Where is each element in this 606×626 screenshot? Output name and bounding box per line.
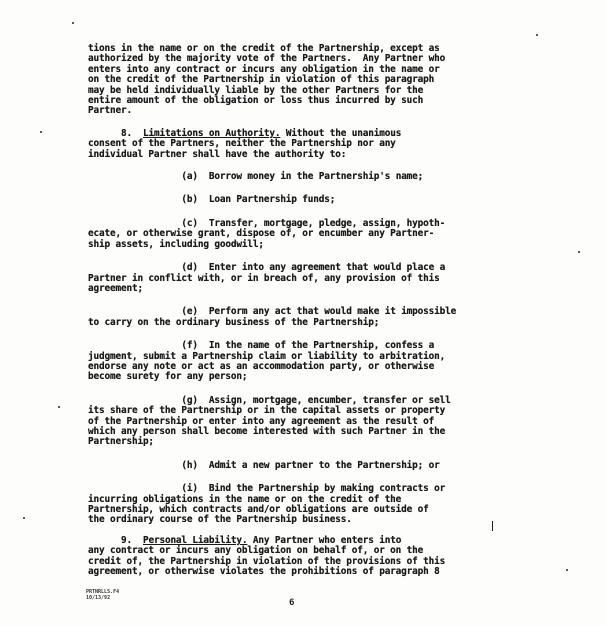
limitation-item-text: Perform any act that would make it impossible (208, 306, 457, 318)
scan-speck (40, 131, 42, 133)
limitation-item-line: incurring obligations in the name or on the credit of the (88, 493, 402, 505)
section-8-intro-line: individual Partner shall have the authority to: (88, 148, 347, 160)
limitation-item-first-line (88, 461, 514, 471)
section-8-intro (88, 139, 514, 160)
limitation-item-marker: (b) (181, 194, 198, 206)
limitation-item-first-line (88, 172, 514, 182)
scan-speck (492, 521, 493, 531)
limitation-item (88, 195, 514, 205)
opening-line: Partner. (88, 105, 132, 117)
opening-line: may be held individually liable by the other Partners for the (88, 84, 424, 96)
limitation-item-first-line (88, 263, 514, 273)
limitation-item (88, 263, 514, 294)
scan-speck (578, 251, 580, 253)
scan-speck (72, 22, 74, 24)
limitation-item-line: of the Partnership or enter into any agreement as the result of (88, 415, 435, 427)
opening-line: tions in the name or on the credit of the Partnership, except as (88, 43, 440, 54)
section-9-intro-line: any contract or incurs any obligation on behalf of, or on the (88, 545, 424, 557)
limitation-item-line: agreement; (88, 282, 143, 294)
limitation-item (88, 396, 514, 448)
limitation-item-line: to carry on the ordinary business of the Partnership; (88, 316, 380, 328)
opening-paragraph (88, 44, 514, 117)
scan-speck (566, 569, 568, 571)
limitation-item (88, 341, 514, 383)
limitation-item-line: the ordinary course of the Partnership business. (88, 514, 352, 526)
section-8-intro-line: consent of the Partners, neither the Partnership nor any (88, 138, 396, 150)
limitation-item-text: Loan Partnership funds; (208, 194, 336, 206)
limitation-item-marker: (e) (181, 306, 198, 318)
limitation-item-line: Partner in conflict with, or in breach of, any provision of this (88, 272, 440, 284)
document-body (88, 44, 514, 577)
limitation-item-text: Admit a new partner to the Partnership; or (208, 459, 440, 471)
section-9-intro-line: credit of, the Partnership in violation of the provisions of this (88, 555, 446, 567)
limitation-item-text: Assign, mortgage, encumber, transfer or sell (208, 394, 451, 406)
limitation-item-text: In the name of the Partnership, confess a (208, 340, 435, 352)
document-code (86, 589, 119, 601)
limitation-item-line: judgment, submit a Partnership claim or liability to arbitration, (88, 350, 446, 362)
limitation-item-first-line (88, 195, 514, 205)
section-9 (88, 536, 514, 578)
limitation-item-text: Bind the Partnership by making contracts or (208, 483, 446, 495)
section-9-heading: Personal Liability. (142, 534, 248, 546)
limitation-item-marker: (f) (181, 340, 198, 352)
page-number: 6 (289, 598, 295, 608)
section-8-number: 8. (120, 127, 132, 139)
opening-line: entire amount of the obligation or loss thus incurred by such (88, 95, 424, 107)
section-8 (88, 129, 514, 526)
limitation-item-marker: (g) (181, 394, 198, 406)
opening-line: enters into any contract or incurs any obligation in the name or (88, 63, 440, 75)
limitation-item-marker: (h) (181, 459, 198, 471)
limitation-item (88, 484, 514, 526)
limitation-item (88, 307, 514, 328)
document-code-line-1: PRTNRLLS.F4 (86, 589, 120, 595)
limitation-item-marker: (d) (181, 262, 198, 274)
limitation-item-text: Enter into any agreement that would place a (208, 262, 446, 274)
limitation-item (88, 219, 514, 250)
limitation-item-line: become surety for any person; (88, 371, 248, 383)
section-9-intro (88, 546, 514, 577)
limitation-item (88, 172, 514, 182)
limitation-item-line: endorse any note or act as an accommodation party, or otherwise (88, 360, 435, 372)
limitation-item-line: Partnership, which contracts and/or obligations are outside of (88, 504, 429, 515)
opening-line: authorized by the majority vote of the Partners. Any Partner who (88, 53, 446, 65)
limitation-item-marker: (c) (181, 217, 198, 229)
limitation-item (88, 461, 514, 471)
section-9-intro-start: Any Partner who enters into (247, 534, 402, 546)
opening-line: on the credit of the Partnership in violation of this paragraph (88, 74, 435, 86)
limitation-item-text: Borrow money in the Partnership's name; (208, 171, 424, 183)
limitation-item-line: Partnership; (88, 436, 154, 448)
section-8-items (88, 160, 514, 526)
section-9-number: 9. (120, 534, 132, 546)
scan-speck (58, 406, 60, 408)
section-8-heading: Limitations on Authority. (142, 127, 281, 139)
limitation-item-text: Transfer, mortgage, pledge, assign, hypoth- (208, 217, 446, 229)
section-8-intro-start: Without the unanimous (280, 127, 402, 139)
limitation-item-first-line (88, 341, 514, 351)
document-code-line-2: 10/13/92 (86, 595, 111, 601)
section-9-intro-line: agreement, or otherwise violates the prohibitions of paragraph 8 (88, 566, 440, 578)
scan-speck (536, 34, 538, 36)
limitation-item-line: ship assets, including goodwill; (88, 238, 264, 250)
limitation-item-line: ecate, or otherwise grant, dispose of, or encumber any Partner- (88, 228, 435, 240)
limitation-item-marker: (a) (181, 171, 198, 183)
scan-speck (23, 517, 25, 519)
limitation-item-marker: (i) (181, 483, 198, 495)
limitation-item-line: its share of the Partnership or in the capital assets or property (88, 405, 446, 417)
limitation-item-line: which any person shall become interested with such Partner in the (88, 425, 446, 437)
